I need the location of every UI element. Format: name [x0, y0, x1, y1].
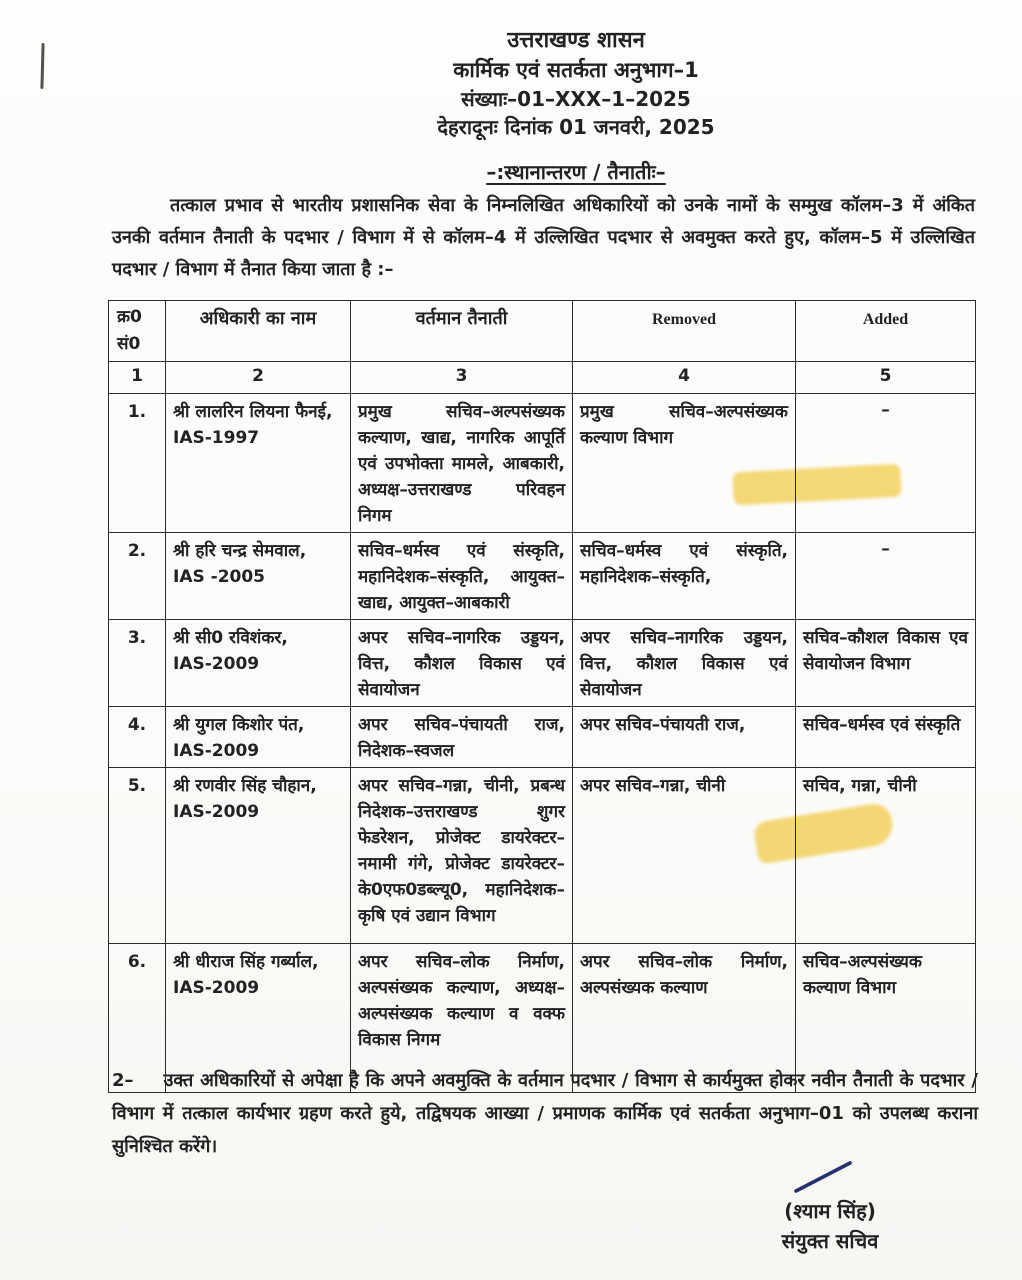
removed-cell: अपर सचिव–पंचायती राज,	[573, 707, 796, 768]
current-posting-cell: सचिव–धर्मस्व एवं संस्कृति, महानिदेशक–संस्कृति, आयुक्त–खाद्य, आयुक्त–आबकारी	[351, 533, 573, 620]
removed-cell: अपर सचिव–गन्ना, चीनी	[573, 768, 796, 944]
officer-name-cell	[166, 533, 351, 620]
header-added: Added	[796, 301, 976, 362]
added-cell: –	[796, 533, 976, 620]
signatory-name: (श्याम सिंह)	[784, 1199, 876, 1223]
table-row	[109, 533, 976, 620]
header-officer-name: अधिकारी का नाम	[166, 301, 351, 362]
column-number: 1	[109, 362, 166, 394]
instruction-text: उक्त अधिकारियों से अपेक्षा है कि अपने अवमुक्ति के वर्तमान पदभार / विभाग से कार्यमुक्त होकर नवीन तैनाती के पदभार / विभाग में तत्काल कार्यभार ग्रहण करते हुये, तद्विषयक आख्या / प्रमाणक कार्मिक एवं सतर्कता अनुभाग–01 को उपलब्ध कराना सुनिश्चित करेंगे।	[112, 1070, 978, 1157]
officer-name: श्री लालरिन लियना फैनई,	[173, 402, 333, 422]
officer-batch: IAS-2009	[173, 741, 260, 761]
table-row	[109, 707, 976, 768]
serial-cell: 4.	[109, 707, 166, 768]
officer-name: श्री सी0 रविशंकर,	[173, 628, 288, 648]
serial-cell: 6.	[109, 944, 166, 1093]
current-posting-cell: अपर सचिव–लोक निर्माण, अल्पसंख्यक कल्याण, अध्यक्ष–अल्पसंख्यक कल्याण व वक्फ विकास निगम	[351, 944, 573, 1093]
header-current-posting: वर्तमान तैनाती	[351, 301, 573, 362]
officer-name: श्री हरि चन्द्र सेमवाल,	[173, 541, 307, 561]
removed-cell: प्रमुख सचिव–अल्पसंख्यक कल्याण विभाग	[573, 394, 796, 533]
current-posting-cell: प्रमुख सचिव–अल्पसंख्यक कल्याण, खाद्य, नागरिक आपूर्ति एवं उपभोक्ता मामले, आबकारी, अध्यक्ष–उत्तराखण्ड परिवहन निगम	[351, 394, 573, 533]
scan-artifact-mark	[40, 43, 44, 89]
officer-batch: IAS-1997	[173, 428, 260, 448]
place-date-line: देहरादूनः दिनांक 01 जनवरी, 2025	[437, 115, 715, 139]
serial-cell: 5.	[109, 768, 166, 944]
officer-name-cell	[166, 707, 351, 768]
serial-cell: 3.	[109, 620, 166, 707]
removed-cell: सचिव–धर्मस्व एवं संस्कृति, महानिदेशक–संस्कृति,	[573, 533, 796, 620]
order-number: संख्याः–01–XXX–1–2025	[461, 87, 691, 111]
paragraph-number: 2–	[112, 1070, 134, 1091]
signatory-title: संयुक्त सचिव	[781, 1229, 879, 1253]
table-row	[109, 620, 976, 707]
officer-batch: IAS -2005	[173, 567, 266, 587]
officer-batch: IAS-2009	[173, 802, 260, 822]
subject-text: –:स्थानान्तरण / तैनातीः–	[486, 160, 666, 184]
table-row	[109, 768, 976, 944]
officer-name: श्री धीराज सिंह गर्ब्याल,	[173, 952, 319, 972]
header-serial	[109, 301, 166, 362]
serial-cell: 1.	[109, 394, 166, 533]
added-cell: –	[796, 394, 976, 533]
column-number: 4	[573, 362, 796, 394]
removed-cell: अपर सचिव–नागरिक उड्डयन, वित्त, कौशल विकास एवं सेवायोजन	[573, 620, 796, 707]
current-posting-cell: अपर सचिव–पंचायती राज, निदेशक–स्वजल	[351, 707, 573, 768]
current-posting-cell: अपर सचिव–गन्ना, चीनी, प्रबन्ध निदेशक–उत्तराखण्ड शुगर फेडरेशन, प्रोजेक्ट डायरेक्टर–नमामी गंगे, प्रोजेक्ट डायरेक्टर–के0एफ0डब्ल्यू0, महानिदेशक–कृषि एवं उद्यान विभाग	[351, 768, 573, 944]
header-removed: Removed	[573, 301, 796, 362]
officer-name-cell	[166, 620, 351, 707]
table-row	[109, 394, 976, 533]
department-line: कार्मिक एवं सतर्कता अनुभाग–1	[453, 58, 699, 82]
column-number: 3	[351, 362, 573, 394]
document-header	[130, 26, 1022, 141]
government-title: उत्तराखण्ड शासन	[507, 28, 645, 53]
transfer-table	[108, 300, 976, 1093]
added-cell: सचिव–कौशल विकास एव सेवायोजन विभाग	[796, 620, 976, 707]
officer-batch: IAS-2009	[173, 654, 260, 674]
officer-name-cell	[166, 394, 351, 533]
officer-name: श्री रणवीर सिंह चौहान,	[173, 776, 317, 796]
order-paragraph: तत्काल प्रभाव से भारतीय प्रशासनिक सेवा के निम्नलिखित अधिकारियों को उनके नामों के सम्मुख कॉलम–3 में अंकित उनकी वर्तमान तैनाती के पदभार / विभाग में से कॉलम–4 में उल्लिखित पदभार से अवमुक्त करते हुए, कॉलम–5 में उल्लिखित पदभार / विभाग में तैनात किया जाता है :–	[112, 195, 975, 280]
signature-stroke	[792, 1158, 856, 1196]
added-cell: सचिव–अल्पसंख्यक कल्याण विभाग	[796, 944, 976, 1093]
removed-cell: अपर सचिव–लोक निर्माण, अल्पसंख्यक कल्याण	[573, 944, 796, 1093]
officer-batch: IAS-2009	[173, 978, 260, 998]
added-cell: सचिव, गन्ना, चीनी	[796, 768, 976, 944]
officer-name: श्री युगल किशोर पंत,	[173, 715, 305, 735]
officer-name-cell	[166, 768, 351, 944]
added-cell: सचिव–धर्मस्व एवं संस्कृति	[796, 707, 976, 768]
serial-cell: 2.	[109, 533, 166, 620]
table-header-row	[109, 301, 976, 362]
column-number: 5	[796, 362, 976, 394]
column-number-row	[109, 362, 976, 394]
instruction-paragraph	[112, 1064, 978, 1163]
header-serial-line2: सं0	[117, 334, 141, 354]
subject-line	[130, 158, 1022, 185]
current-posting-cell: अपर सचिव–नागरिक उड्डयन, वित्त, कौशल विकास एवं सेवायोजन	[351, 620, 573, 707]
header-serial-line1: क्र0	[117, 307, 142, 327]
column-number: 2	[166, 362, 351, 394]
